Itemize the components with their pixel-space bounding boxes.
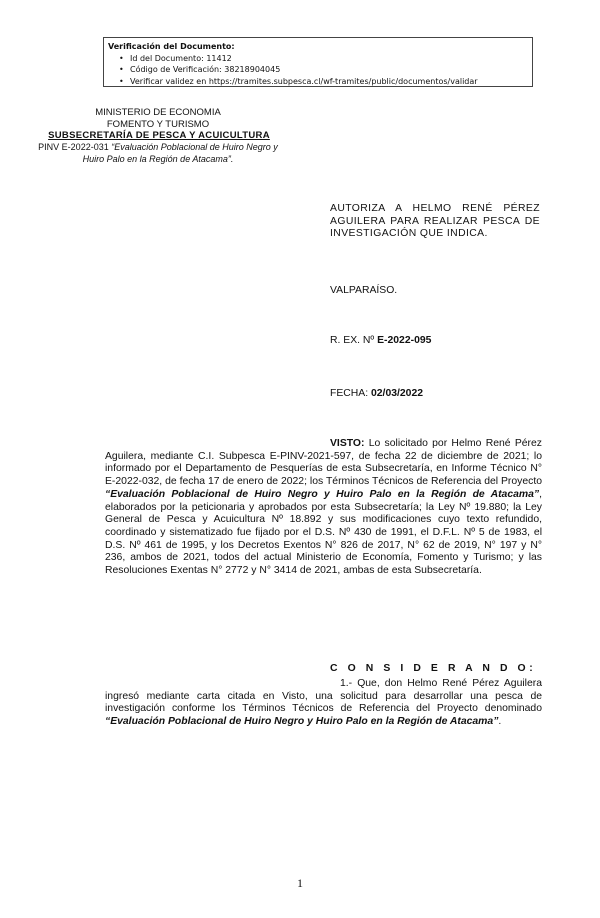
project-title: “Evaluación Poblacional de Huiro Negro y Huiro Palo en la Región de Atacama”. <box>82 142 278 164</box>
item1-project-title: “Evaluación Poblacional de Huiro Negro y Huiro Palo en la Región de Atacama” <box>105 716 499 728</box>
page-number: 1 <box>297 876 303 890</box>
item1-end: . <box>498 716 502 728</box>
visto-text-1: Lo solicitado por Helmo René Pérez Aguilera, mediante C.I. Subpesca E-PINV-2021-597, de fecha 22 de diciembre de 2021; lo informado por el Departamento de Pesquerías de esta Subsecretaría, en Informe Técnico N° E-2022-032, de fecha 17 de enero de 2022; los Términos Técnicos de Referencia del Proyecto <box>105 438 542 488</box>
resolution-date <box>330 388 423 401</box>
subsecretaria-name: SUBSECRETARÍA DE PESCA Y ACUICULTURA <box>48 130 270 141</box>
visto-paragraph <box>105 438 542 578</box>
visto-text-2: , elaborados por la peticionaria y aprobados por esta Subsecretaría; la Ley Nº 19.880; la Ley General de Pesca y Acuicultura Nº 18.892 y sus modificaciones cuyo texto refundido, coordinado y sistematizado fue fijado por el D.S. Nº 430 de 1991, el D.F.L. Nº 5 de 1983, el D.S. Nº 461 de 1995, y los Decretos Exentos N° 826 de 2017, N° 62 de 2019, N° 197 y N° 236, ambos de 2021, todos del actual Ministerio de Economía, Fomento y Turismo; y las Resoluciones Exentas N° 2772 y N° 3414 de 2021, ambas de esta Subsecretaría. <box>105 488 542 577</box>
visto-project-title: “Evaluación Poblacional de Huiro Negro y Huiro Palo en la Región de Atacama” <box>105 488 540 500</box>
resolution-number <box>330 335 431 348</box>
resolution-place: VALPARAÍSO. <box>330 285 398 296</box>
date-value: 02/03/2022 <box>371 388 424 399</box>
ministry-name-line2: FOMENTO Y TURISMO <box>106 119 210 130</box>
ministry-name: MINISTERIO DE ECONOMIA <box>95 107 221 118</box>
verification-list <box>108 53 532 88</box>
item1-text: 1.- Que, don Helmo René Pérez Aguilera ingresó mediante carta citada en Visto, una solicitud para desarrollar una pesca de investigación conforme los Términos Técnicos de Referencia del Proyecto denominado <box>105 678 542 715</box>
rex-number: E-2022-095 <box>377 335 432 346</box>
verification-id: • Id del Documento: 11412 <box>130 53 532 65</box>
resolution-subject: AUTORIZA A HELMO RENÉ PÉREZ AGUILERA PARA REALIZAR PESCA DE INVESTIGACIÓN QUE INDICA. <box>330 203 540 240</box>
project-code: PINV E-2022-031 <box>38 142 112 152</box>
verification-code: • Código de Verificación: 38218904045 <box>130 64 532 76</box>
verification-title: Verificación del Documento: <box>108 42 235 51</box>
considerando-heading: C O N S I D E R A N D O: <box>330 663 537 674</box>
project-reference <box>38 142 278 165</box>
date-label: FECHA: <box>330 388 371 399</box>
verification-url[interactable]: • Verificar validez en https://tramites.subpesca.cl/wf-tramites/public/documentos/validar <box>130 76 532 88</box>
considerando-item-1 <box>105 678 542 729</box>
visto-label: VISTO: <box>330 438 365 449</box>
rex-label: R. EX. Nº <box>330 335 378 346</box>
verification-box <box>103 37 533 87</box>
